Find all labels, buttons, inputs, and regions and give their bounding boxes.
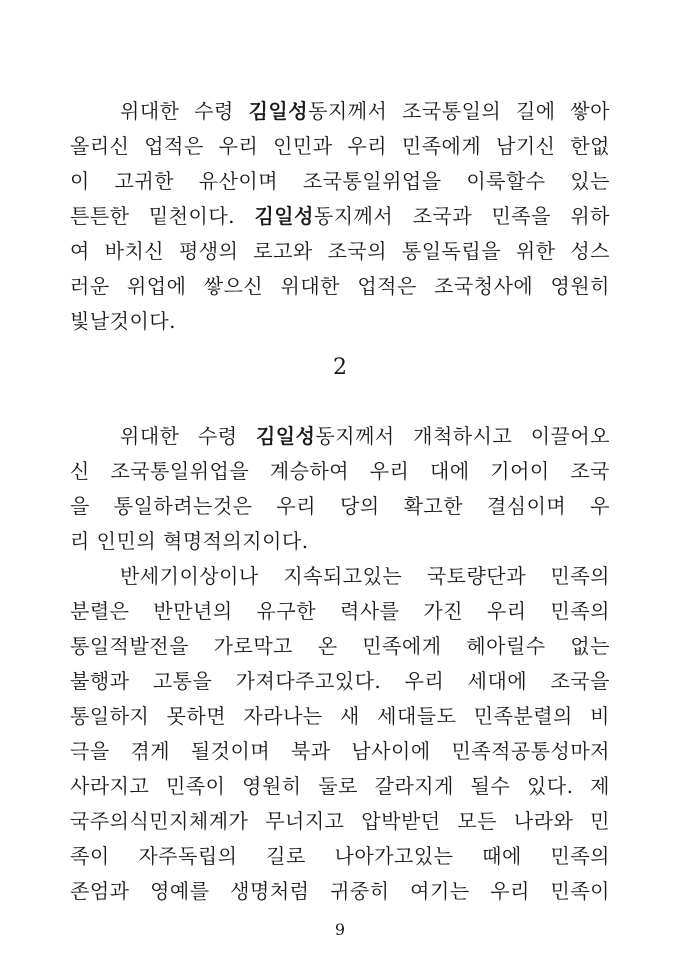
- paragraph-3-line-5: 통일하지 못하면 자라나는 새 세대들도 민족분렬의 비: [70, 704, 610, 728]
- section-number: 2: [333, 355, 347, 380]
- text-run: 위대한 수령: [120, 424, 256, 448]
- paragraph-3-line-1: 반세기이상이나 지속되고있는 국토량단과 민족의: [120, 564, 610, 588]
- paragraph-1-line-5: 여 바치신 평생의 로고와 조국의 통일독립을 위한 성스: [70, 239, 610, 263]
- page-number: 9: [334, 920, 346, 939]
- paragraph-3-line-9: 족이 자주독립의 길로 나아가고있는 때에 민족의: [70, 844, 610, 868]
- paragraph-1-line-4: [70, 203, 610, 229]
- paragraph-1-line-3: 이 고귀한 유산이며 조국통일위업을 이룩할수 있는: [70, 169, 610, 193]
- text-run: 위대한 수령: [120, 99, 249, 123]
- paragraph-3-line-8: 국주의식민지체계가 무너지고 압박받던 모든 나라와 민: [70, 809, 610, 833]
- paragraph-2-line-1: [120, 423, 610, 449]
- text-run: 동지께서 조국과 민족을 위하: [313, 204, 610, 228]
- leader-name: 김일성: [255, 424, 316, 448]
- paragraph-2-line-4: 리 인민의 혁명적의지이다.: [70, 529, 309, 553]
- paragraph-3-line-3: 통일적발전을 가로막고 온 민족에게 헤아릴수 없는: [70, 634, 610, 658]
- paragraph-2-line-3: 을 통일하려는것은 우리 당의 확고한 결심이며 우: [70, 494, 610, 518]
- text-run: 동지께서 개척하시고 이끌어오: [315, 424, 610, 448]
- paragraph-1-line-6: 러운 위업에 쌓으신 위대한 업적은 조국청사에 영원히: [70, 274, 610, 298]
- paragraph-1-line-7: 빛날것이다.: [70, 309, 176, 333]
- text-run: 튼튼한 밑천이다.: [70, 204, 255, 228]
- leader-name: 김일성: [248, 99, 309, 123]
- paragraph-3-line-4: 불행과 고통을 가져다주고있다. 우리 세대에 조국을: [70, 669, 610, 693]
- paragraph-3-line-6: 극을 겪게 될것이며 북과 남사이에 민족적공통성마저: [70, 739, 610, 763]
- leader-name: 김일성: [254, 204, 314, 228]
- paragraph-3-line-2: 분렬은 반만년의 유구한 력사를 가진 우리 민족의: [70, 599, 610, 623]
- paragraph-3-line-10: 존엄과 영예를 생명처럼 귀중히 여기는 우리 민족이: [70, 879, 610, 903]
- paragraph-2-line-2: 신 조국통일위업을 계승하여 우리 대에 기어이 조국: [70, 459, 610, 483]
- paragraph-1-line-1: [120, 98, 610, 124]
- paragraph-3-line-7: 사라지고 민족이 영원히 둘로 갈라지게 될수 있다. 제: [70, 774, 610, 798]
- paragraph-1-line-2: 올리신 업적은 우리 인민과 우리 민족에게 남기신 한없: [70, 134, 610, 158]
- text-run: 동지께서 조국통일의 길에 쌓아: [308, 99, 610, 123]
